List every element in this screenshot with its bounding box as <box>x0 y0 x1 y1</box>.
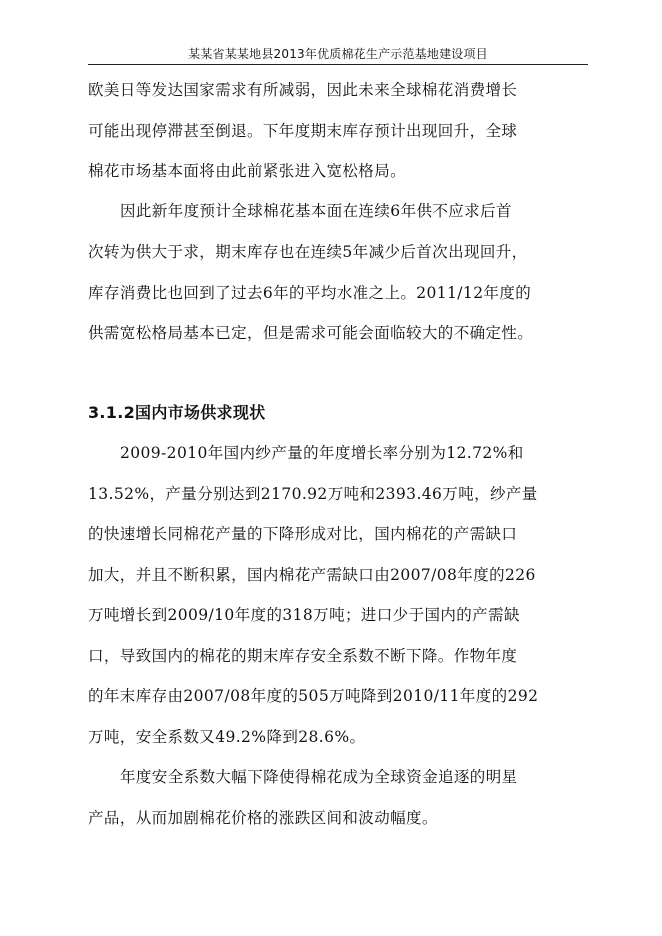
section-heading: 3.1.2国内市场供求现状 <box>88 403 266 422</box>
text-line: 13.52%，产量分别达到2170.92万吨和2393.46万吨，纱产量 <box>88 485 538 503</box>
text-line: 库存消费比也回到了过去6年的平均水准之上。2011/12年度的 <box>88 284 532 302</box>
page-header-title: 某某省某某地县2013年优质棉花生产示范基地建设项目 <box>188 47 488 61</box>
text-line: 万吨，安全系数又49.2%降到28.6%。 <box>88 728 366 746</box>
text-line: 供需宽松格局基本已定，但是需求可能会面临较大的不确定性。 <box>88 324 534 342</box>
text-line: 口，导致国内的棉花的期末库存安全系数不断下降。作物年度 <box>88 647 518 665</box>
header-divider <box>88 64 588 65</box>
text-line: 棉花市场基本面将由此前紧张进入宽松格局。 <box>88 162 407 180</box>
text-line: 产品，从而加剧棉花价格的涨跌区间和波动幅度。 <box>88 809 438 827</box>
text-line: 次转为供大于求，期末库存也在连续5年减少后首次出现回升， <box>88 243 528 261</box>
text-line: 欧美日等发达国家需求有所减弱，因此未来全球棉花消费增长 <box>88 81 518 99</box>
text-line: 可能出现停滞甚至倒退。下年度期末库存预计出现回升，全球 <box>88 122 518 140</box>
text-line: 2009-2010年国内纱产量的年度增长率分别为12.72%和 <box>120 444 524 462</box>
text-line: 的年末库存由2007/08年度的505万吨降到2010/11年度的292 <box>88 687 539 705</box>
text-line: 的快速增长同棉花产量的下降形成对比，国内棉花的产需缺口 <box>88 525 518 543</box>
text-line: 加大，并且不断积累，国内棉花产需缺口由2007/08年度的226 <box>88 566 536 584</box>
text-line: 因此新年度预计全球棉花基本面在连续6年供不应求后首 <box>120 202 512 220</box>
text-line: 万吨增长到2009/10年度的318万吨；进口少于国内的产需缺 <box>88 606 520 624</box>
text-line: 年度安全系数大幅下降使得棉花成为全球资金追逐的明星 <box>120 768 518 786</box>
